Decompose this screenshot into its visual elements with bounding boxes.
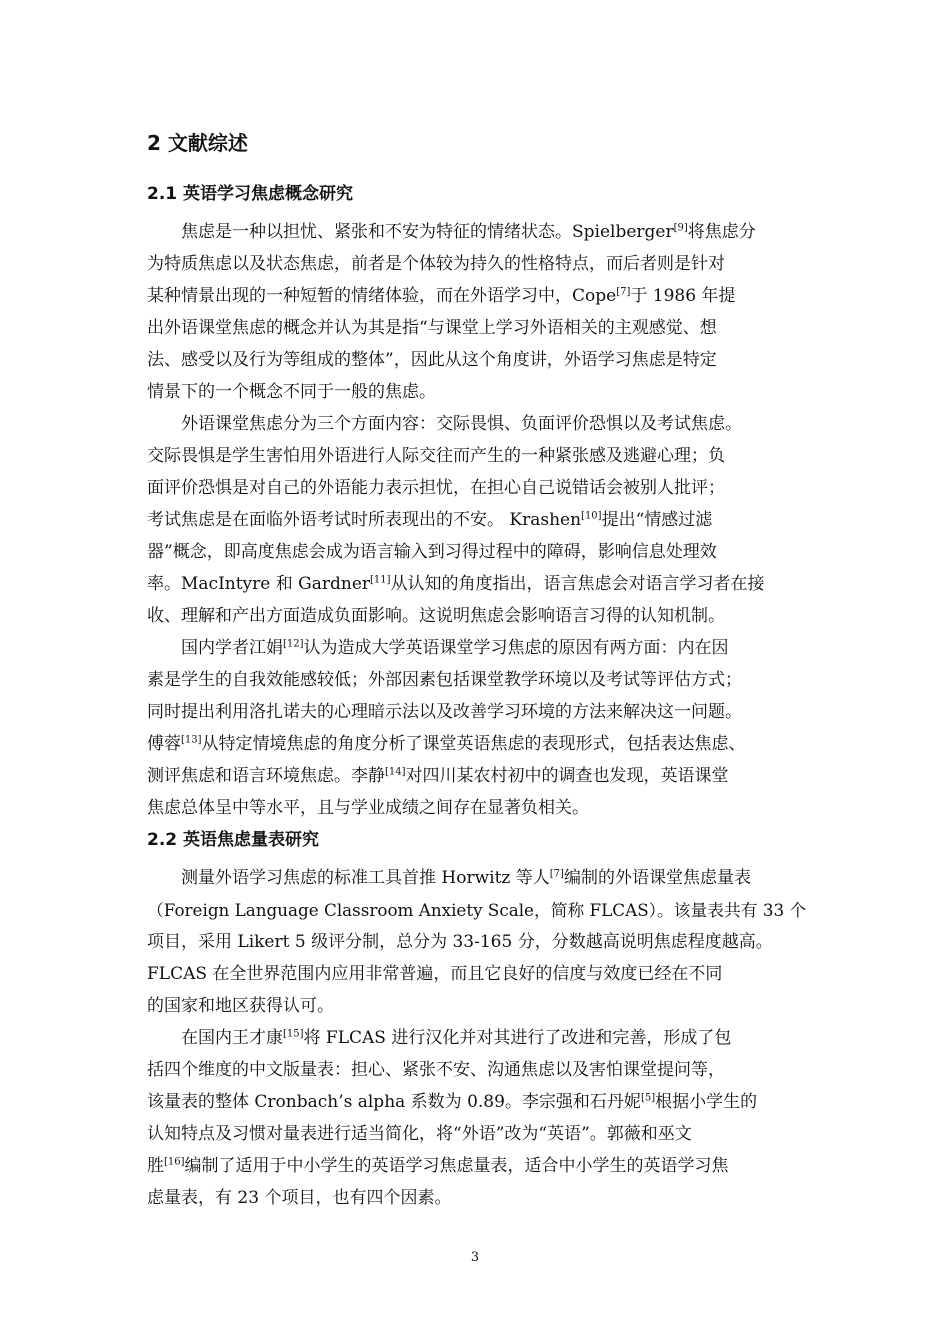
text-line: 同时提出利用洛扎诺夫的心理暗示法以及改善学习环境的方法来解决这一问题。 — [147, 702, 742, 722]
text-line: 出外语课堂焦虑的概念并认为其是指“与课堂上学习外语相关的主观感觉、想 — [147, 318, 717, 338]
text-line: （Foreign Language Classroom Anxiety Scale，简称 FLCAS）。该量表共有 33 个 — [147, 900, 807, 920]
text-line: 测量外语学习焦虑的标准工具首推 Horwitz 等人[7]编制的外语课堂焦虑量表 — [181, 868, 751, 888]
text-line: 虑量表，有 23 个项目，也有四个因素。 — [147, 1188, 452, 1208]
paragraph-anxiety-components — [147, 408, 807, 632]
citation-marker: [7] — [616, 286, 631, 298]
text-line: 项目，采用 Likert 5 级评分制，总分为 33-165 分，分数越高说明焦虑程度越高。 — [147, 932, 773, 952]
text-line: 法、感受以及行为等组成的整体”，因此从这个角度讲，外语学习焦虑是特定 — [147, 350, 717, 370]
text-line: 收、理解和产出方面造成负面影响。这说明焦虑会影响语言习得的认知机制。 — [147, 606, 725, 626]
text-line: 焦虑总体呈中等水平，且与学业成绩之间存在显著负相关。 — [147, 798, 589, 818]
citation-marker: [13] — [181, 734, 202, 746]
section-heading-2-2: 2.2 英语焦虑量表研究 — [147, 830, 320, 850]
paragraph-flcas — [147, 862, 807, 1022]
text-line: 考试焦虑是在面临外语考试时所表现出的不安。 Krashen[10]提出“情感过滤 — [147, 510, 713, 530]
section-heading-2-1: 2.1 英语学习焦虑概念研究 — [147, 184, 354, 204]
text-line: 情景下的一个概念不同于一般的焦虑。 — [147, 382, 436, 402]
page-number: 3 — [470, 1250, 480, 1265]
text-line: 胜[16]编制了适用于中小学生的英语学习焦虑量表，适合中小学生的英语学习焦 — [147, 1156, 729, 1176]
text-line: FLCAS 在全世界范围内应用非常普遍，而且它良好的信度与效度已经在不同 — [147, 964, 723, 984]
text-line: 素是学生的自我效能感较低；外部因素包括课堂教学环境以及考试等评估方式； — [147, 670, 742, 690]
text-line: 国内学者江娟[12]认为造成大学英语课堂学习焦虑的原因有两方面：内在因 — [181, 638, 729, 658]
paragraph-anxiety-definition — [147, 216, 807, 408]
text-line: 交际畏惧是学生害怕用外语进行人际交往而产生的一种紧张感及逃避心理；负 — [147, 446, 725, 466]
citation-marker: [11] — [370, 574, 391, 586]
text-line: 面评价恐惧是对自己的外语能力表示担忧，在担心自己说错话会被别人批评； — [147, 478, 725, 498]
citation-marker: [16] — [164, 1156, 185, 1168]
citation-marker: [12] — [283, 638, 304, 650]
text-line: 测评焦虑和语言环境焦虑。李静[14]对四川某农村初中的调查也发现，英语课堂 — [147, 766, 729, 786]
text-line: 某种情景出现的一种短暂的情绪体验，而在外语学习中，Cope[7]于 1986 年提 — [147, 286, 736, 306]
chapter-heading: 2 文献综述 — [147, 131, 248, 155]
text-line: 括四个维度的中文版量表：担心、紧张不安、沟通焦虑以及害怕课堂提问等， — [147, 1060, 725, 1080]
citation-marker: [7] — [549, 868, 564, 880]
citation-marker: [9] — [673, 222, 688, 234]
text-line: 的国家和地区获得认可。 — [147, 996, 334, 1016]
text-line: 认知特点及习惯对量表进行适当简化，将“外语”改为“英语”。郭薇和巫文 — [147, 1124, 692, 1144]
citation-marker: [14] — [385, 766, 406, 778]
citation-marker: [5] — [640, 1092, 656, 1104]
paragraph-domestic-research — [147, 632, 807, 824]
text-line: 为特质焦虑以及状态焦虑，前者是个体较为持久的性格特点，而后者则是针对 — [147, 254, 725, 274]
text-line: 傅蓉[13]从特定情境焦虑的角度分析了课堂英语焦虑的表现形式，包括表达焦虑、 — [147, 734, 746, 754]
paragraph-chinese-scale — [147, 1022, 807, 1214]
text-line: 在国内王才康[15]将 FLCAS 进行汉化并对其进行了改进和完善，形成了包 — [181, 1028, 732, 1048]
text-line: 外语课堂焦虑分为三个方面内容：交际畏惧、负面评价恐惧以及考试焦虑。 — [181, 414, 742, 434]
citation-marker: [10] — [581, 510, 602, 522]
text-line: 焦虑是一种以担忧、紧张和不安为特征的情绪状态。Spielberger[9]将焦虑分 — [181, 222, 756, 242]
text-line: 该量表的整体 Cronbach’s alpha 系数为 0.89。李宗强和石丹妮[5]根据小学生的 — [147, 1092, 758, 1112]
citation-marker: [15] — [283, 1028, 304, 1040]
text-line: 率。MacIntyre 和 Gardner[11]从认知的角度指出，语言焦虑会对语言学习者在接 — [147, 574, 765, 594]
text-line: 器”概念，即高度焦虑会成为语言输入到习得过程中的障碍，影响信息处理效 — [147, 542, 717, 562]
